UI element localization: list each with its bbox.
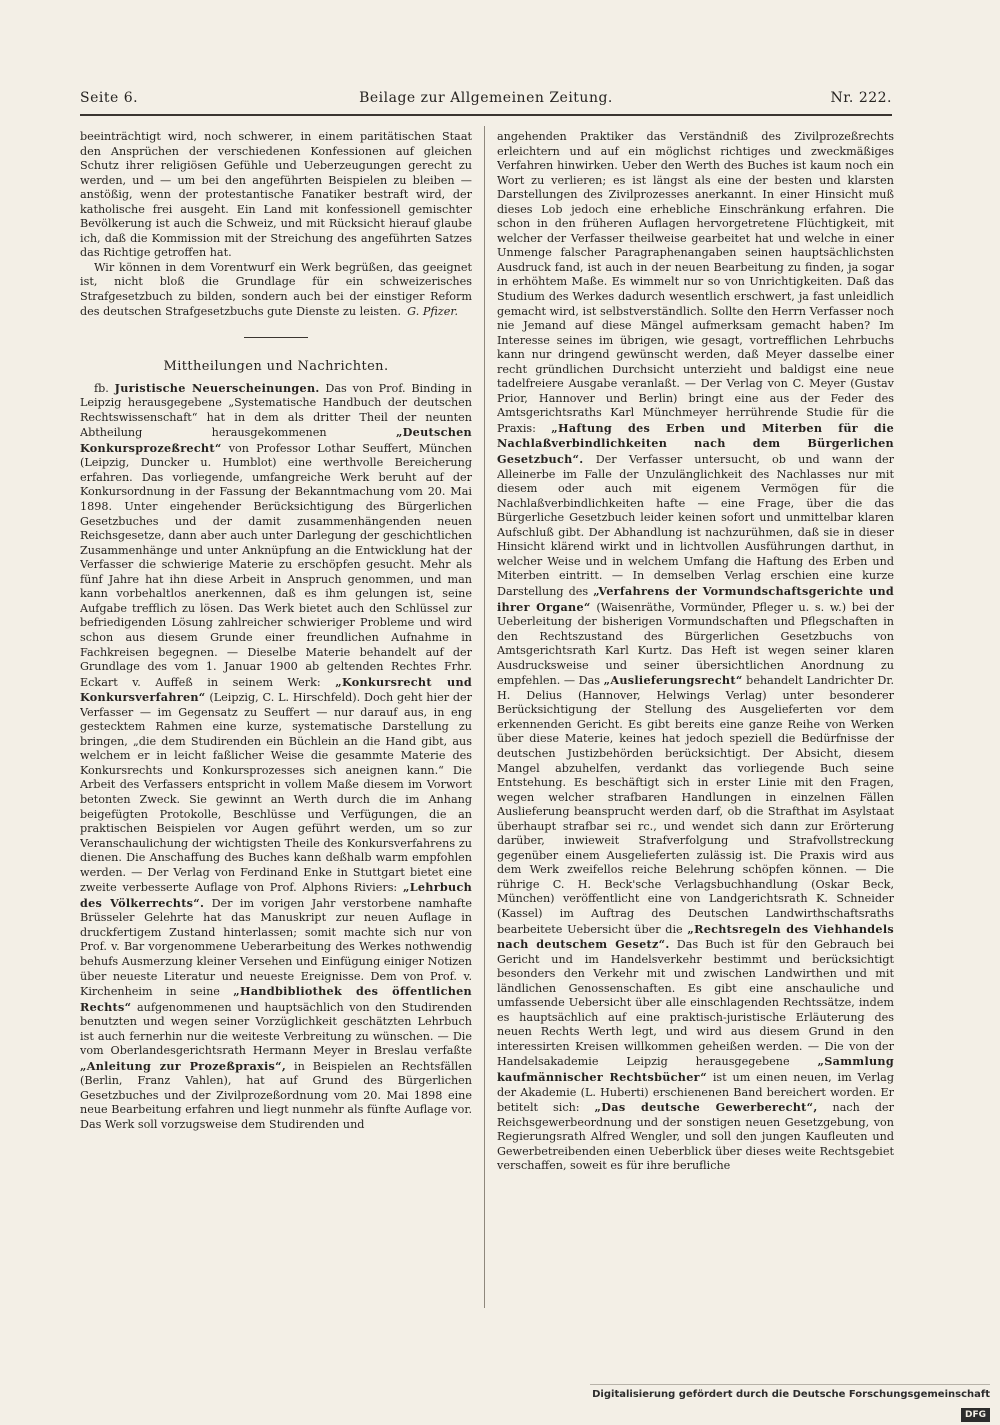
news-text: Das Buch ist für den Gebrauch bei Gericht und im Handelsverkehr bestimmt und berücksichtigt besonders den Verkehr mit und zwischen Landwirthen und mit ländlichen Genossenschaften. Es gibt eine anschauliche und umfassende Uebersicht über alle einschlagenden Rechtssätze, indem es hauptsächlich auf eine praktisch-juristische Erläuterung des neuen Rechts Werth legt, und wird aus diesem Grund in den interessirten Kreisen willkommen geheißen werden. — Die von der Handelsakademie Leipzig herausgegebene [497, 938, 894, 1069]
digitization-footer [590, 1384, 990, 1420]
book-title: „Sammlung kaufmännischer Rechtsbücher“ [497, 1054, 894, 1084]
news-text: von Professor Lothar Seuffert, München (Leipzig, Duncker u. Humblot) eine werthvolle Bereicherung erfahren. Das vorliegende, umfangreiche Werk beruht auf der Konkursordnung in der Fassung der Bekanntmachung vom 20. Mai 1898. Unter eingehender Berücksichtigung des Bürgerlichen Gesetzbuches und der damit zusammenhängenden neuen Reichsgesetze, dann aber auch unter Darlegung der geschichtlichen Zusammenhänge und unter Anknüpfung an die Entwicklung hat der Verfasser die schwierige Materie zu erschöpfen gesucht. Mehr als fünf Jahre hat ihn diese Arbeit in Anspruch genommen, und man kann vorbehaltlos anerkennen, daß es ihm gelungen ist, seine Aufgabe trefflich zu lösen. Das Werk bietet auch den Schlüssel zur befriedigenden Lösung zahlreicher schwieriger Probleme und wird schon aus diesem Grunde einer freundlichen Aufnahme in Fachkreisen begegnen. — Dieselbe Materie behandelt auf der Grundlage des vom 1. Januar 1900 ab geltenden Rechtes Frhr. Eckart v. Auffeß in seinem Werk: [80, 441, 472, 689]
left-column [80, 130, 472, 1310]
paragraph: Wir können in dem Vorentwurf ein Werk begrüßen, das geeignet ist, nicht bloß die Grundlage für ein schweizerisches Strafgesetzbuch zu bilden, sondern auch bei der einstiger Reform des deutschen Strafgesetzbuchs gute Dienste zu leisten. [80, 260, 472, 318]
issue-number: Nr. 222. [830, 90, 892, 106]
book-title: „Haftung des Erben und Miterben für die Nachlaßverbindlichkeiten nach dem Bürgerlichen Gesetzbuch“. [497, 420, 894, 467]
author-signature: G. Pfizer. [407, 304, 458, 318]
book-title: „Deutschen Konkursprozeßrecht“ [80, 425, 472, 455]
funding-notice: Digitalisierung gefördert durch die Deutsche Forschungsgemeinschaft [592, 1389, 990, 1400]
book-title: „Verfahrens der Vormundschaftsgerichte und ihrer Organe“ [497, 583, 894, 614]
book-title: „Lehrbuch des Völkerrechts“. [80, 880, 472, 910]
news-text: Der im vorigen Jahr verstorbene namhafte Brüsseler Gelehrte hat das Manuskript zur neuen Auflage in druckfertigem Zustand hinterlassen; somit machte sich nur von Prof. v. Bar vorgenommene Ueberarbeitung des Werkes nothwendig behufs Ausmerzung kleiner Versehen und Einfügung einiger Notizen über neueste Literatur und neueste Ereignisse. Dem von Prof. v. Kirchenheim in seine [80, 896, 472, 999]
dfg-logo: DFG [961, 1408, 990, 1422]
paragraph: beeinträchtigt wird, noch schwerer, in einem paritätischen Staat den Ansprüchen der verschiedenen Konfessionen auf gleichen Schutz ihrer religiösen Gefühle und Ueberzeugungen gerecht zu werden, und — um bei den angeführten Beispielen zu bleiben — anstößig, wenn der protestantische Fanatiker bestraft wird, der katholische frei ausgeht. Ein Land mit konfessionell gemischter Bevölkerung ist auch die Schweiz, und mit Rücksicht hierauf glaube ich, daß die Kommission mit der Streichung des angeführten Satzes das Richtige getroffen hat. [80, 130, 472, 260]
news-text: (Leipzig, C. L. Hirschfeld). Doch geht hier der Verfasser — im Gegensatz zu Seuffert — nur darauf aus, in eng gestecktem Rahmen eine kurze, systematische Darstellung zu bringen, „die dem Studirenden ein Büchlein an die Hand gibt, aus welchem er in leicht faßlicher Weise die gesammte Materie des Konkursrechts und Konkursprozesses sich aneignen kann.“ Die Arbeit des Verfassers entspricht in vollem Maße diesem im Vorwort betonten Zweck. Sie gewinnt an Werth durch die im Anhang beigefügten Protokolle, Beschlüsse und Verfügungen, die an praktischen Beispielen vor Augen geführt werden, um so zur Veranschaulichung der wichtigsten Theile des Konkursverfahrens zu dienen. Die Anschaffung des Buches kann deßhalb warm empfohlen werden. — Der Verlag von Ferdinand Enke in Stuttgart bietet eine zweite verbesserte Auflage von Prof. Alphons Riviers: [80, 691, 472, 895]
news-text: behandelt Landrichter Dr. H. Delius (Hannover, Helwings Verlag) unter besonderer Berücksichtigung der Stellung des Ausgelieferten vor dem erkennenden Gericht. Es gibt bereits eine ganze Reihe von Werken über diese Materie, keines hat jedoch speziell die Bedürfnisse der deutschen Justizbehörden berücksichtigt. Der Absicht, diesem Mangel abzuhelfen, verdankt das vorliegende Buch seine Entstehung. Es beschäftigt sich in erster Linie mit den Fragen, wegen welcher strafbaren Handlungen in einzelnen Fällen Auslieferung beansprucht werden darf, ob die Strafthat im Asylstaat überhaupt strafbar sei rc., und wendet sich dann zur Erörterung darüber, inwieweit Strafverfolgung und Strafvollstreckung gegenüber einem Ausgelieferten zulässig ist. Die Praxis wird aus dem Werk zweifellos reiche Belehrung schöpfen können. — Die rührige C. H. Beck'sche Verlagsbuchhandlung (Oskar Beck, München) veröffentlicht eine von Landgerichtsrath K. Schneider (Kassel) im Auftrag des Deutschen Landwirthschaftsraths bearbeitete Uebersicht über die [497, 674, 894, 936]
news-item [80, 381, 472, 1133]
news-text: angehenden Praktiker das Verständniß des Zivilprozeßrechts erleichtern und auf ein möglichst richtiges und zweckmäßiges Verfahren hinwirken. Ueber den Werth des Buches ist kaum noch ein Wort zu verlieren; es ist längst als eine der besten und klarsten Darstellungen des Zivilprozesses anerkannt. In einer Hinsicht muß dieses Lob jedoch eine erhebliche Einschränkung erfahren. Die schon in den früheren Auflagen hervorgetretene Flüchtigkeit, mit welcher der Verfasser theilweise gearbeitet hat und welche in einer Unmenge falscher Paragraphenangaben seinen hauptsächlichsten Ausdruck fand, ist auch in der neuen Bearbeitung zu finden, ja sogar in erhöhtem Maße. Es wimmelt nur so von Unrichtigkeiten. Daß das Studium des Werkes dadurch wesentlich erschwert, ja fast unleidlich gemacht wird, ist selbstverständlich. Sollte den Herrn Verfasser noch nie Jemand auf diese Mängel aufmerksam gemacht haben? Im Interesse seines im übrigen, wie gesagt, vortrefflichen Lehrbuchs kann nur dringend gewünscht werden, daß Meyer dasselbe einer recht gründlichen Durchsicht unterzieht und baldigst eine neue tadelfreiere Ausgabe veranlaßt. — Der Verlag von C. Meyer (Gustav Prior, Hannover und Berlin) bringt eine aus der Feder des Amtsgerichtsraths Karl Münchmeyer herrührende Studie für die Praxis: [497, 130, 894, 435]
book-title: „Anleitung zur Prozeßpraxis“, [80, 1058, 287, 1073]
page-number: Seite 6. [80, 90, 139, 106]
news-item-continued [497, 130, 894, 1174]
news-text: Das von Prof. Binding in Leipzig herausgegebene „Systematische Handbuch der deutschen Rechtswissenschaft“ hat in dem als dritter Theil der neunten Abtheilung herausgekommenen [80, 381, 472, 440]
right-column [497, 130, 894, 1310]
running-title: Beilage zur Allgemeinen Zeitung. [359, 90, 613, 106]
news-text: nach der Reichsgewerbeordnung und der sonstigen neuen Gesetzgebung, von Regierungsrath Alfred Wengler, und soll den jungen Kaufleuten und Gewerbetreibenden einen Ueberblick über dieses weite Rechtsgebiet verschaffen, soweit es für ihre berufliche [497, 1101, 894, 1173]
book-title: „Rechtsregeln des Viehhandels nach deutschem Gesetz“. [497, 921, 894, 952]
section-separator [244, 337, 308, 338]
section-title: Mittheilungen und Nachrichten. [163, 359, 389, 375]
book-title: „Das deutsche Gewerberecht“, [594, 1100, 818, 1115]
news-author-initials: fb. [94, 381, 109, 395]
column-divider [484, 126, 485, 1308]
book-title: „Handbibliothek des öffentlichen Rechts“ [80, 984, 472, 1014]
book-title: „Konkursrecht und Konkursverfahren“ [80, 674, 472, 705]
book-title: „Auslieferungsrecht“ [603, 673, 743, 688]
news-text: aufgenommenen und hauptsächlich von den Studirenden benutzten und wegen seiner Vorzüglichkeit geschätzten Lehrbuch ist auch fernerhin nur die weiteste Verbreitung zu wünschen. — Die vom Oberlandesgerichtsrath Hermann Meyer in Breslau verfaßte [80, 1000, 472, 1058]
news-text: Der Verfasser untersucht, ob und wann der Alleinerbe im Falle der Unzulänglichkeit des Nachlasses nur mit diesem oder auch mit eigenem Vermögen für die Nachlaßverbindlichkeiten hafte — eine Frage, über die das Bürgerliche Gesetzbuch leider keinen sofort und unmittelbar klaren Aufschluß gibt. Der Abhandlung ist nachzurühmen, daß sie in dieser Hinsicht klärend wirkt und in lichtvollen Ausführungen darthut, in welcher Weise und in welchem Umfang die Haftung des Erben und Miterben eintritt. — In demselben Verlag erschien eine kurze Darstellung des [497, 453, 894, 598]
news-text: (Waisenräthe, Vormünder, Pfleger u. s. w.) bei der Ueberleitung der bisherigen Vormundschaften und Pflegschaften in den Rechtszustand des Bürgerlichen Gesetzbuchs von Amtsgerichtsrath Karl Kurtz. Das Heft ist wegen seiner klaren Ausdrucksweise und seiner übersichtlichen Anordnung zu empfehlen. — Das [497, 600, 894, 688]
news-heading: Juristische Neuerscheinungen. [114, 380, 320, 395]
news-text: ist um einen neuen, im Verlag der Akademie (L. Huberti) erschienenen Band bereichert worden. Er betitelt sich: [497, 1071, 894, 1115]
page-header [80, 90, 892, 116]
news-text: in Beispielen an Rechtsfällen (Berlin, Franz Vahlen), hat auf Grund des Bürgerlichen Gesetzbuches und der Zivilprozeßordnung vom 20. Mai 1898 eine neue Bearbeitung erfahren und liegt nunmehr als fünfte Auflage vor. Das Werk soll vorzugsweise dem Studirenden und [80, 1059, 472, 1131]
